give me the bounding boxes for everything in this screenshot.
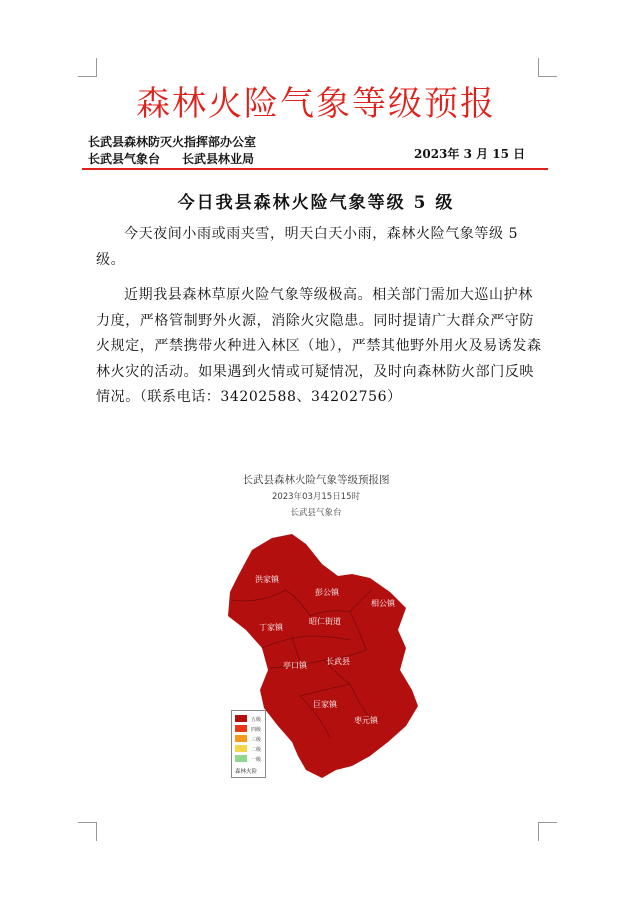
article-paragraph-2: 近期我县森林草原火险气象等级极高。相关部门需加大巡山护林力度，严格管制野外火源，消除火灾隐患。同时提请广大群众严守防火规定，严禁携带火种进入林区（地），严禁其他野外用火及易诱发森林火灾的活动。如果遇到火情或可疑情况，及时向森林防火部门反映情况。（联系电话：34202588、34202756） (96, 287, 542, 405)
legend-swatch (235, 715, 247, 722)
legend-swatch (235, 755, 247, 762)
town-label: 相公镇 (371, 599, 395, 608)
legend-swatch (235, 735, 247, 742)
map-datetime: 2023年03月15日15时 (271, 492, 361, 502)
town-label: 亭口镇 (283, 661, 307, 670)
crop-mark-bottom-right (538, 822, 557, 841)
issue-date: 2023年 3 月 15 日 (414, 147, 526, 161)
legend-label: 二级 (251, 747, 262, 753)
issuer-line-2 (88, 150, 254, 167)
legend-label: 一级 (251, 757, 262, 763)
issuer-line-1: 长武县森林防灭火指挥部办公室 (88, 135, 257, 149)
red-divider (82, 168, 548, 170)
issuer-weather-bureau: 长武县气象台 (88, 152, 161, 166)
town-label: 巨家镇 (313, 700, 337, 709)
map-title: 长武县森林火险气象等级预报图 (242, 474, 390, 486)
crop-mark-top-right (538, 58, 557, 77)
town-label: 丁家镇 (259, 623, 283, 632)
map-legend (231, 710, 266, 778)
legend-label: 五级 (251, 717, 262, 723)
crop-mark-bottom-left (78, 822, 97, 841)
legend-label: 三级 (251, 737, 262, 743)
article-paragraph-1: 今天夜间小雨或雨夹雪，明天白天小雨，森林火险气象等级 5 级。 (96, 226, 519, 268)
town-label: 长武县 (326, 657, 350, 666)
legend-caption: 森林火险 (235, 769, 258, 775)
town-label: 昭仁街道 (309, 617, 341, 626)
town-label: 枣元镇 (354, 716, 378, 725)
town-label: 彭公镇 (315, 588, 339, 597)
legend-label: 四级 (251, 727, 262, 733)
issuer-forestry-bureau: 长武县林业局 (182, 152, 255, 166)
article-headline: 今日我县森林火险气象等级 5 级 (177, 193, 455, 213)
map-source: 长武县气象台 (290, 508, 342, 518)
town-label: 洪家镇 (255, 575, 279, 584)
crop-mark-top-left (78, 58, 97, 77)
document-title: 森林火险气象等级预报 (136, 84, 496, 124)
legend-swatch (235, 745, 247, 752)
legend-swatch (235, 725, 247, 732)
